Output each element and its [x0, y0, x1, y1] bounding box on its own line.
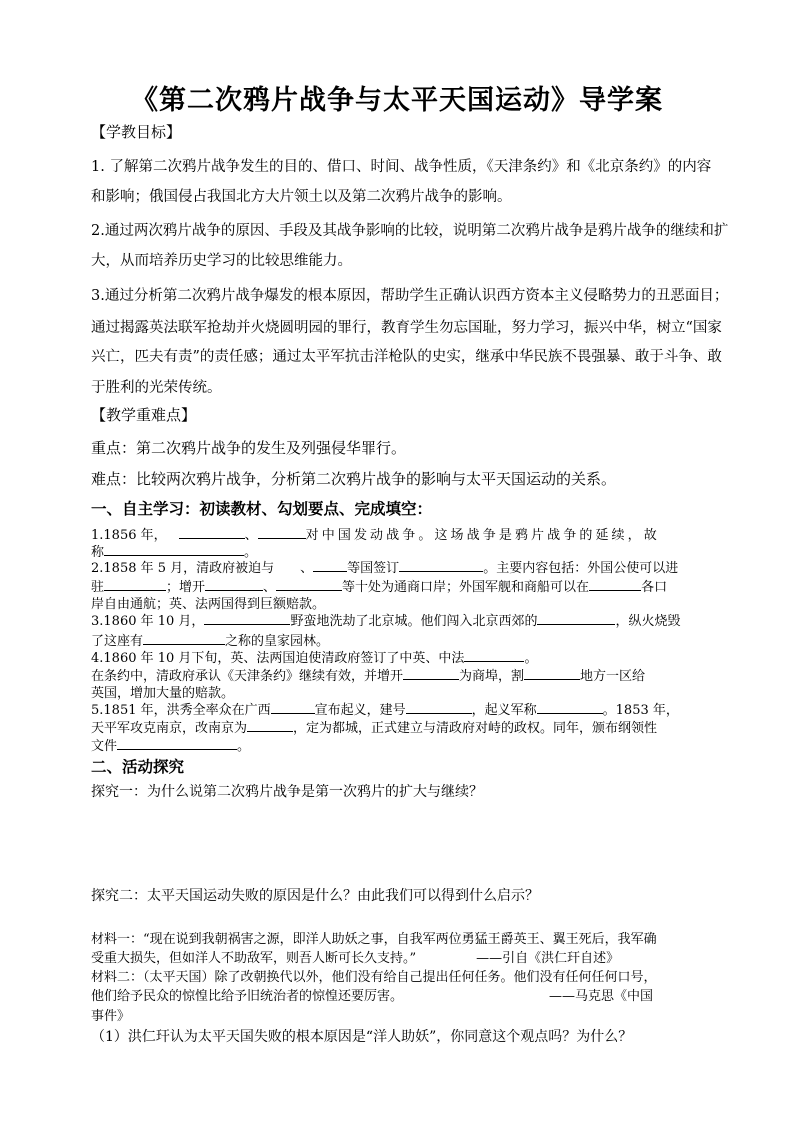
q1-text-d: 称 — [91, 545, 105, 560]
q5-blank-2[interactable] — [406, 701, 472, 714]
q5-blank-1[interactable] — [271, 701, 315, 714]
q3-text-c: ，纵火烧毁 — [615, 614, 681, 629]
q2-blank-1[interactable] — [313, 559, 347, 572]
material-2-line-1: 材料二：（太平天国）除了改朝换代以外，他们没有给自己提出任何任务。他们没有任何任何口号， — [91, 970, 657, 985]
q3-text-e: 之称的皇家园林。 — [225, 634, 330, 649]
q4-text-a: 4.1860 年 10 月下旬，英、法两国迫使清政府签订了中英、中法 — [91, 651, 465, 666]
keypoints-heading: 【教学重难点】 — [91, 406, 197, 424]
material-2-source: ——马克思《中国 — [549, 989, 654, 1004]
goal-1-line-1: 1. 了解第二次鸦片战争发生的目的、借口、时间、战争性质，《天津条约》和《北京条约》的内容 — [91, 159, 712, 175]
q1-blank-1[interactable] — [179, 526, 245, 539]
q2-blank-2[interactable] — [399, 559, 483, 572]
question-4-line-1 — [91, 647, 537, 666]
q4-text-c: 在条约中，清政府承认《天津条约》继续有效，并增开 — [91, 669, 404, 684]
q2-blank-4[interactable] — [205, 578, 263, 591]
goal-3-line-2: 通过揭露英法联军抢劫并火烧圆明园的罪行，教育学生勿忘国耻，努力学习，振兴中华，树立“国家 — [91, 320, 722, 336]
difficulty-point: 难点：比较两次鸦片战争，分析第二次鸦片战争的影响与太平天国运动的关系。 — [91, 470, 617, 488]
q5-text-e: 天平军攻克南京，改南京为 — [91, 721, 248, 736]
q2-blank-5[interactable] — [276, 578, 342, 591]
material-2-text: 他们给予民众的惊惶比给予旧统治者的惊惶还要厉害。 — [91, 989, 404, 1004]
q3-blank-2[interactable] — [537, 612, 615, 625]
question-2-line-1 — [91, 557, 678, 576]
q4-blank-3[interactable] — [524, 667, 580, 680]
q1-blank-2[interactable] — [258, 526, 306, 539]
q5-text-g: 文件 — [91, 739, 118, 754]
question-5-line-1 — [91, 699, 679, 718]
q3-text-b: 野蛮地洗劫了北京城。他们闯入北京西郊的 — [290, 614, 538, 629]
question-2-line-3: 岸自由通航；英、法两国得到巨额赔款。 — [91, 597, 326, 612]
q2-text-a: 2.1858 年 5 月，清政府被迫与 — [91, 561, 275, 576]
material-2-line-3: 事件》 — [91, 1009, 131, 1024]
q4-blank-2[interactable] — [403, 667, 459, 680]
goal-2-line-1: 2.通过两次鸦片战争的原因、手段及其战争影响的比较，说明第二次鸦片战争是鸦片战争的继续和扩 — [91, 223, 729, 239]
question-2-1: （1）洪仁玕认为太平天国失败的根本原因是“洋人助妖”，你同意这个观点吗？为什么？ — [91, 1029, 633, 1045]
section-2-heading: 二、活动探究 — [91, 757, 185, 776]
q4-text-d: 为商埠，割 — [459, 669, 525, 684]
material-1-line-1: 材料一：“现在说到我朝祸害之源，即洋人助妖之事，自我军两位勇猛王爵英王、翼王死后，我军确 — [91, 932, 657, 947]
q2-blank-3[interactable] — [104, 578, 166, 591]
q4-text-e: 地方一区给 — [580, 669, 646, 684]
q2-text-d: 。主要内容包括：外国公使可以进 — [483, 561, 679, 576]
q1-blank-3[interactable] — [104, 543, 244, 556]
q4-blank-1[interactable] — [464, 649, 524, 662]
explore-2: 探究二：太平天国运动失败的原因是什么？由此我们可以得到什么启示？ — [91, 888, 539, 904]
q3-blank-1[interactable] — [204, 612, 290, 625]
material-1-quote-end: 受重大损失，但如洋人不助敌军，则吾人断可长久支持。” — [91, 951, 417, 966]
q5-text-b: 宣布起义，建号 — [314, 703, 406, 718]
goal-3-line-1: 3.通过分析第二次鸦片战争爆发的根本原因，帮助学生正确认识西方资本主义侵略势力的丑恶面目； — [91, 288, 729, 304]
material-1-line-2 — [91, 947, 619, 966]
q2-blank-6[interactable] — [589, 578, 641, 591]
q5-blank-5[interactable] — [117, 737, 237, 750]
q2-text-f: ；增开 — [166, 580, 206, 595]
q1-text-c: 对中国发动战争。这场战争是鸦片战争的延续，故 — [305, 528, 660, 543]
q1-text-a: 1.1856 年， — [91, 528, 167, 543]
question-5-line-3 — [91, 735, 250, 754]
goal-2-line-2: 大，从而培养历史学习的比较思维能力。 — [91, 253, 352, 269]
material-2-line-2 — [91, 985, 653, 1004]
q5-text-a: 5.1851 年，洪秀全率众在广西 — [91, 703, 271, 718]
q3-blank-3[interactable] — [143, 632, 225, 645]
goals-heading: 【学教目标】 — [91, 123, 182, 141]
focus-point: 重点：第二次鸦片战争的发生及列强侵华罪行。 — [91, 439, 407, 457]
q2-text-g: 、 — [263, 580, 277, 595]
q2-text-e: 驻 — [91, 580, 105, 595]
page-title: 《第二次鸦片战争与太平天国运动》导学案 — [131, 85, 663, 116]
q5-text-c: ，起义军称 — [471, 703, 537, 718]
q5-blank-3[interactable] — [537, 701, 603, 714]
q5-text-h: 。 — [237, 739, 251, 754]
question-3-line-1 — [91, 610, 680, 629]
q5-text-d: 。1853 年， — [602, 703, 679, 718]
question-5-line-2 — [91, 717, 657, 736]
goal-1-line-2: 和影响；俄国侵占我国北方大片领土以及第二次鸦片战争的影响。 — [91, 189, 512, 205]
q2-text-c: 等国签订 — [347, 561, 400, 576]
q1-text-b: 、 — [244, 528, 258, 543]
q1-text-e: 。 — [244, 545, 258, 560]
q2-text-b: 、 — [300, 561, 314, 576]
section-1-heading: 一、自主学习：初读教材、勾划要点、完成填空： — [91, 499, 433, 518]
q5-blank-4[interactable] — [247, 719, 293, 732]
q2-text-i: 各口 — [641, 580, 668, 595]
q3-text-d: 了这座有 — [91, 634, 144, 649]
question-4-line-3: 英国，增加大量的赔款。 — [91, 686, 235, 701]
explore-1: 探究一：为什么说第二次鸦片战争是第一次鸦片的扩大与继续？ — [91, 784, 483, 800]
q2-text-h: 等十处为通商口岸；外国军舰和商船可以在 — [342, 580, 590, 595]
q3-text-a: 3.1860 年 10 月， — [91, 614, 205, 629]
q4-text-b: 。 — [524, 651, 538, 666]
material-1-source: ——引自《洪仁玕自述》 — [476, 951, 620, 966]
goal-3-line-4: 于胜利的光荣传统。 — [91, 380, 222, 396]
q5-text-f: ，定为都城，正式建立与清政府对峙的政权。同年，颁布纲领性 — [293, 721, 658, 736]
goal-3-line-3: 兴亡，匹夫有责”的责任感；通过太平军抗击洋枪队的史实，继承中华民族不畏强暴、敢于斗争、敢 — [91, 349, 722, 365]
